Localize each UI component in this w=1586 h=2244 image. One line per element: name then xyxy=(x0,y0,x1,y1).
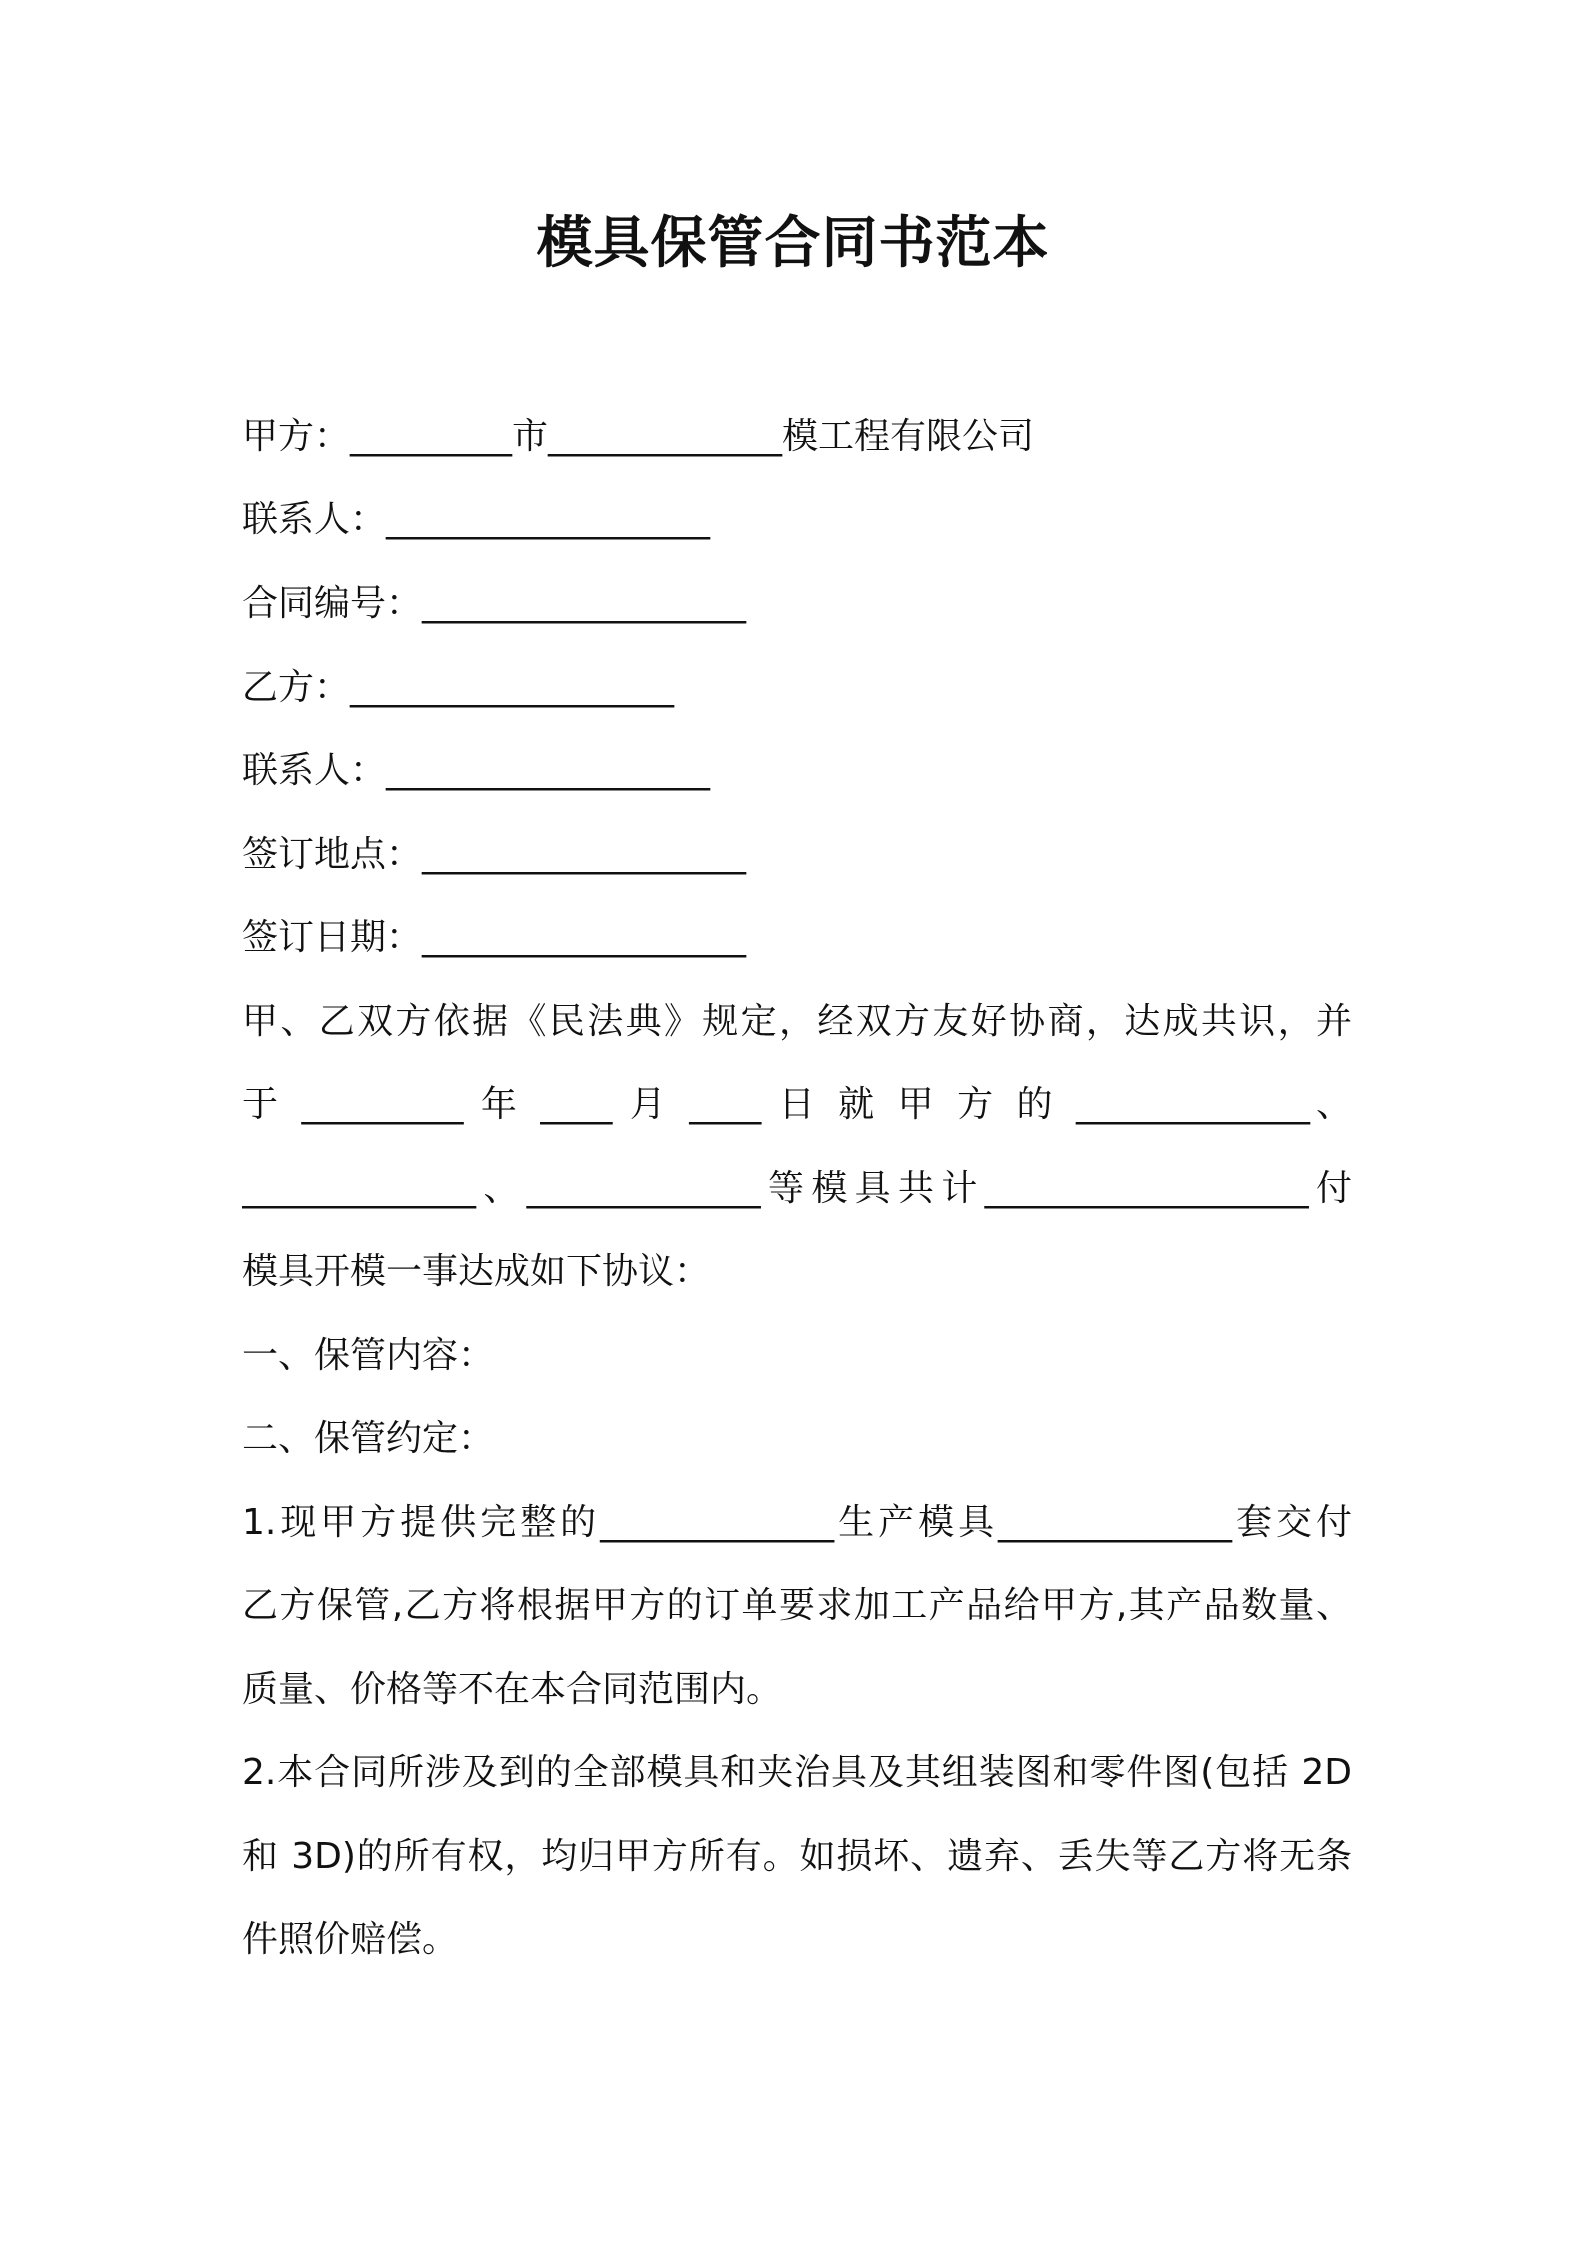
preamble-line-4: 模具开模一事达成如下协议： xyxy=(242,1251,711,1292)
party-b-contact-line: 联系人：__________________ xyxy=(242,750,711,791)
signing-place-line: 签订地点：__________________ xyxy=(242,834,747,875)
clause-2-line-3: 件照价赔偿。 xyxy=(242,1919,459,1960)
preamble-line-2: 于 _________ 年 ____ 月 ____ 日 就 甲 方 的 _____________、 xyxy=(242,1084,1352,1125)
clause-2-line-2: 和 3D)的所有权，均归甲方所有。如损坏、遗弃、丢失等乙方将无条 xyxy=(242,1836,1352,1877)
clause-1-line-3: 质量、价格等不在本合同范围内。 xyxy=(242,1669,783,1710)
clause-1-line-2: 乙方保管,乙方将根据甲方的订单要求加工产品给甲方,其产品数量、 xyxy=(242,1585,1352,1626)
signing-date-line: 签订日期：__________________ xyxy=(242,917,747,958)
clause-1-line-1: 1.现甲方提供完整的_____________生产模具_____________套交付 xyxy=(242,1502,1352,1543)
document-title: 模具保管合同书范本 xyxy=(536,211,1050,276)
section-heading-1: 一、保管内容： xyxy=(242,1335,495,1376)
preamble-line-3: _____________、_____________等模具共计__________________付 xyxy=(242,1168,1352,1209)
preamble-line-1: 甲、乙双方依据《民法典》规定，经双方友好协商，达成共识，并 xyxy=(242,1001,1352,1042)
clause-2-line-1: 2.本合同所涉及到的全部模具和夹治具及其组装图和零件图(包括 2D xyxy=(242,1752,1352,1793)
party-b-line: 乙方：__________________ xyxy=(242,667,675,708)
section-heading-2: 二、保管约定： xyxy=(242,1418,495,1459)
party-a-contact-line: 联系人：__________________ xyxy=(242,499,711,540)
contract-number-line: 合同编号：__________________ xyxy=(242,583,747,624)
party-a-line: 甲方：_________市_____________模工程有限公司 xyxy=(242,416,1035,457)
